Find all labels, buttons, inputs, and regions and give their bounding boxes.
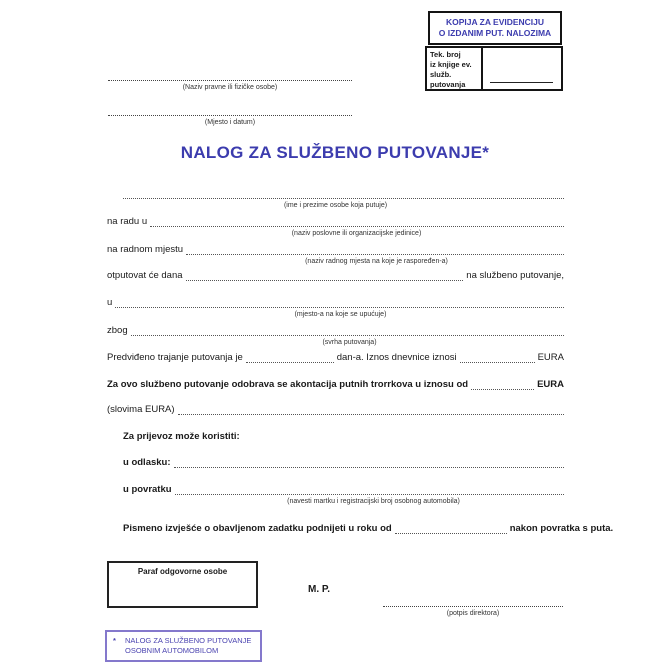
place-date-field[interactable] bbox=[108, 105, 352, 116]
destination-field[interactable] bbox=[115, 297, 564, 308]
amount-in-words-label: (slovima EURA) bbox=[107, 404, 175, 415]
sequence-number-cell bbox=[483, 48, 561, 89]
paraf-box-label: Paraf odgovorne osobe bbox=[137, 567, 228, 576]
footnote-asterisk: * bbox=[113, 636, 116, 645]
sequence-number-label: Tek. broj iz knjige ev. služb. putovanja bbox=[427, 48, 483, 89]
position-field[interactable] bbox=[186, 244, 564, 255]
paraf-box[interactable] bbox=[107, 561, 258, 608]
transport-heading: Za prijevoz može koristiti: bbox=[123, 431, 240, 442]
report-deadline-field[interactable] bbox=[395, 523, 507, 534]
destination-label: u bbox=[107, 297, 113, 308]
amount-in-words-field[interactable] bbox=[178, 404, 564, 415]
purpose-caption: (svrha putovanja) bbox=[322, 339, 377, 346]
copy-box-line1: KOPIJA ZA EVIDENCIJU bbox=[445, 17, 545, 27]
report-suffix: nakon povratka s puta. bbox=[509, 523, 614, 534]
place-date-caption: (Mjesto i datum) bbox=[204, 119, 256, 126]
outbound-label: u odlasku: bbox=[123, 457, 171, 468]
duration-label: Predviđeno trajanje putovanja je bbox=[107, 352, 243, 363]
issuer-block bbox=[108, 70, 352, 127]
return-caption: (navesti martku i registracijski broj osobnog automobila) bbox=[287, 498, 460, 505]
copy-for-records-box bbox=[428, 11, 562, 45]
footnote-box bbox=[105, 630, 262, 662]
advance-label: Za ovo službeno putovanje odobrava se akontacija putnih trorrkova u iznosu od bbox=[107, 379, 469, 390]
copy-box-line2: O IZDANIM PUT. NALOZIMA bbox=[438, 28, 552, 39]
work-at-field[interactable] bbox=[150, 216, 564, 227]
duration-currency-label: EURA bbox=[537, 352, 564, 363]
purpose-field[interactable] bbox=[131, 325, 564, 336]
position-label: na radnom mjestu bbox=[107, 244, 184, 255]
outbound-transport-field[interactable] bbox=[174, 457, 564, 468]
form-body bbox=[107, 186, 614, 534]
position-caption: (naziv radnog mjesta na koje je raspoređen-a) bbox=[305, 258, 448, 265]
per-diem-amount-field[interactable] bbox=[460, 352, 535, 363]
depart-date-label: otputovat će dana bbox=[107, 270, 183, 281]
director-signature-caption: (potpis direktora) bbox=[446, 610, 500, 617]
advance-amount-field[interactable] bbox=[471, 379, 534, 390]
traveler-name-field[interactable] bbox=[123, 188, 564, 199]
issuer-name-field[interactable] bbox=[108, 70, 352, 81]
director-signature-field[interactable] bbox=[383, 595, 563, 607]
footnote-text: NALOG ZA SLUŽBENO PUTOVANJE OSOBNIM AUTOMOBILOM bbox=[125, 636, 252, 656]
traveler-name-caption: (ime i prezime osobe koja putuje) bbox=[283, 202, 388, 209]
sequence-number-field[interactable] bbox=[490, 82, 553, 83]
issuer-name-caption: (Naziv pravne ili fizičke osobe) bbox=[182, 84, 278, 91]
purpose-label: zbog bbox=[107, 325, 128, 336]
return-label: u povratku bbox=[123, 484, 172, 495]
depart-date-field[interactable] bbox=[186, 270, 464, 281]
work-at-label: na radu u bbox=[107, 216, 148, 227]
work-at-caption: (naziv poslovne ili organizacijske jedinice) bbox=[291, 230, 422, 237]
page-title: NALOG ZA SLUŽBENO PUTOVANJE* bbox=[180, 143, 490, 162]
report-label: Pismeno izvješće o obavljenom zadatku podnijeti u roku od bbox=[123, 523, 392, 534]
duration-mid-label: dan-a. Iznos dnevnice iznosi bbox=[336, 352, 457, 363]
return-transport-field[interactable] bbox=[175, 484, 564, 495]
duration-days-field[interactable] bbox=[246, 352, 334, 363]
signature-block bbox=[383, 595, 563, 618]
destination-caption: (mjesto-a na koje se upućuje) bbox=[294, 311, 387, 318]
sequence-number-box bbox=[425, 46, 563, 91]
depart-date-suffix: na službeno putovanje, bbox=[466, 270, 564, 281]
stamp-placeholder: M. P. bbox=[308, 584, 331, 595]
advance-currency-label: EURA bbox=[537, 379, 564, 390]
